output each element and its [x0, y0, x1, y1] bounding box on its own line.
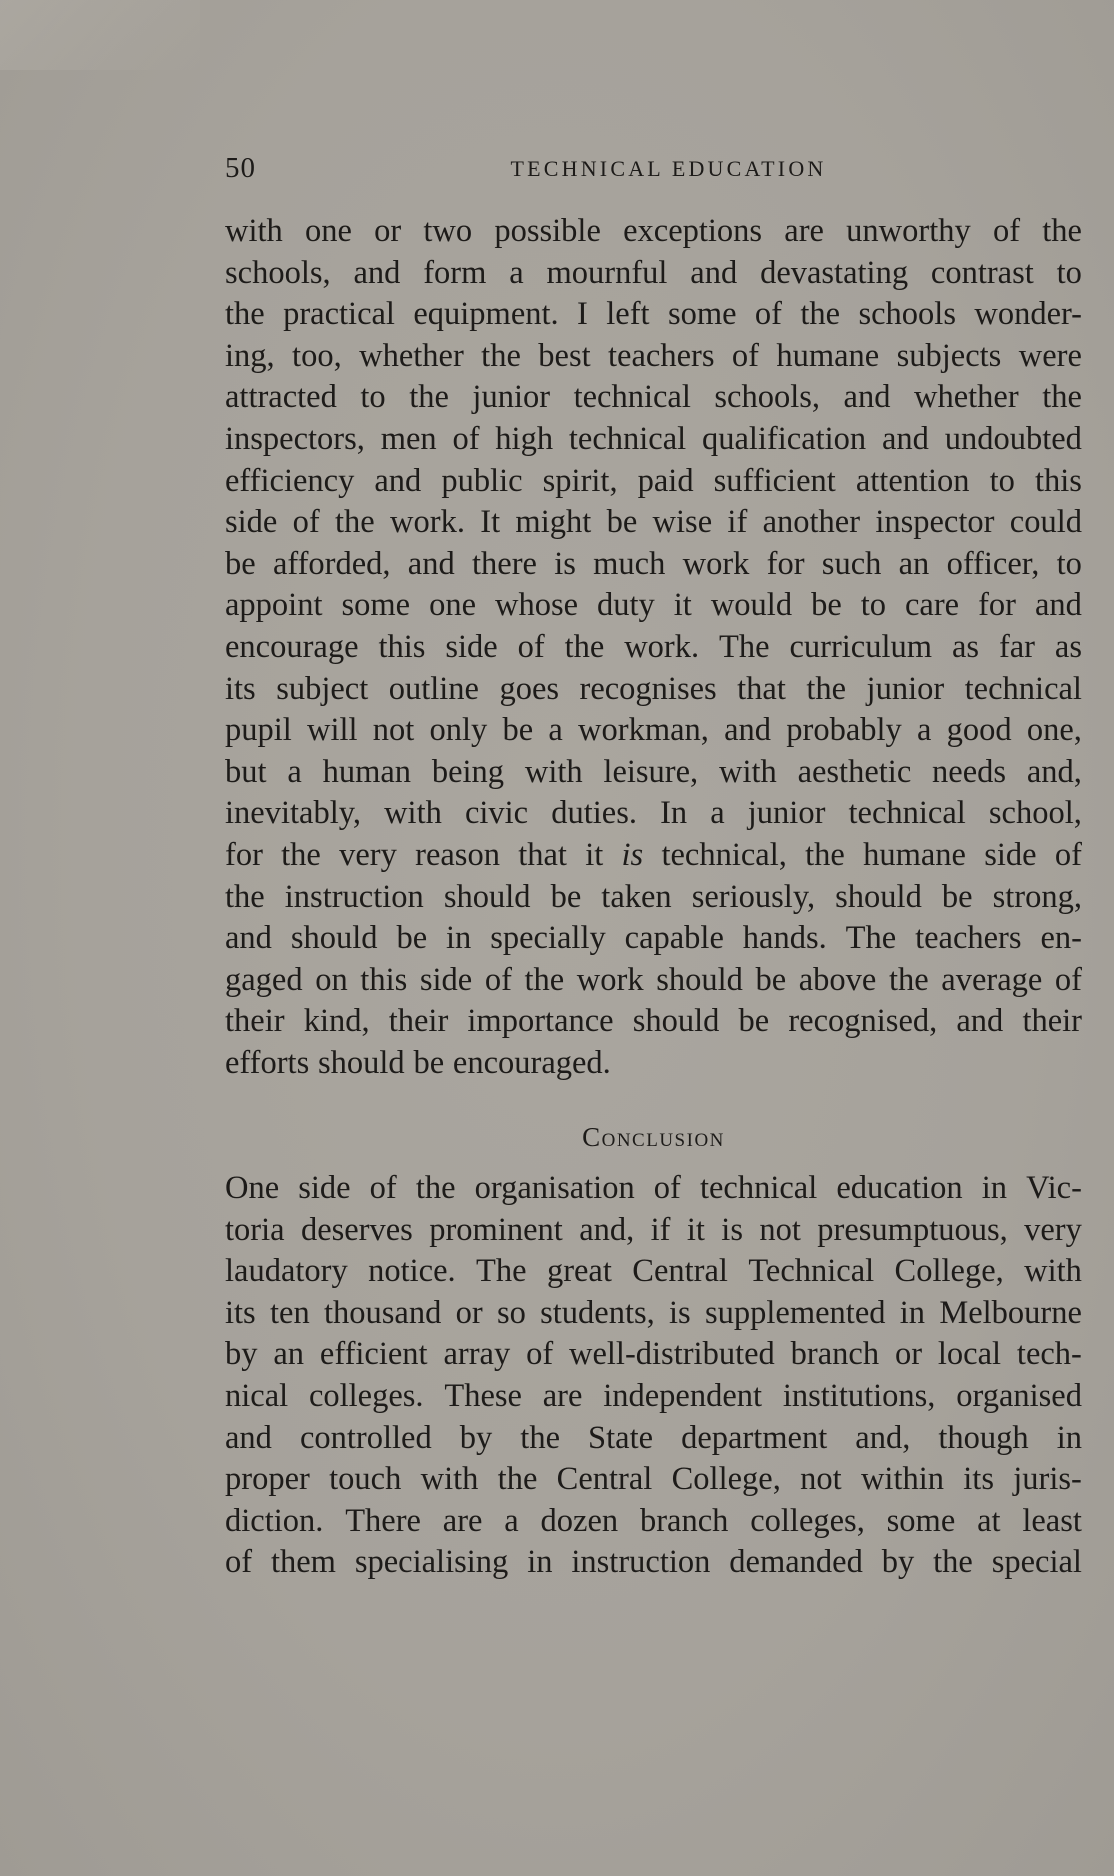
text-line: One side of the organisation of technical education in Vic-: [225, 1170, 1082, 1206]
page-edge-shading: [0, 0, 200, 70]
text-line: gaged on this side of the work should be above the average of: [225, 961, 1082, 998]
text-line: for the very reason that it is technical, the humane side of: [225, 836, 1082, 873]
text-line: appoint some one whose duty it would be to care for and: [225, 587, 1082, 624]
text-line: with one or two possible exceptions are unworthy of the: [225, 213, 1082, 249]
text-line: its ten thousand or so students, is supplemented in Melbourne: [225, 1294, 1082, 1331]
text-line: attracted to the junior technical schools, and whether the: [225, 379, 1082, 416]
text-line: toria deserves prominent and, if it is not presumptuous, very: [225, 1211, 1082, 1248]
text-line: their kind, their importance should be recognised, and their: [225, 1003, 1082, 1040]
text-line: the practical equipment. I left some of the schools wonder-: [225, 296, 1082, 333]
paragraph-2: [225, 1168, 1082, 1584]
text-line: diction. There are a dozen branch colleges, some at least: [225, 1502, 1082, 1539]
section-heading-conclusion: Conclusion: [582, 1122, 725, 1152]
running-title: TECHNICAL EDUCATION: [510, 156, 827, 181]
text-line: ing, too, whether the best teachers of humane subjects were: [225, 337, 1082, 374]
text-line: and should be in specially capable hands. The teachers en-: [225, 920, 1082, 957]
text-line: inspectors, men of high technical qualification and undoubted: [225, 420, 1082, 457]
paragraph-1: [225, 211, 1082, 1084]
text-line: proper touch with the Central College, not within its juris-: [225, 1461, 1082, 1498]
text-line: efficiency and public spirit, paid sufficient attention to this: [225, 462, 1082, 499]
running-head: [225, 152, 1082, 192]
text-line: side of the work. It might be wise if another inspector could: [225, 504, 1082, 541]
text-line: inevitably, with civic duties. In a junior technical school,: [225, 795, 1082, 832]
page-number: 50: [225, 152, 256, 184]
text-line: its subject outline goes recognises that the junior technical: [225, 670, 1082, 707]
text-line: efforts should be encouraged.: [225, 1044, 611, 1081]
text-line: by an efficient array of well-distributed branch or local tech-: [225, 1336, 1082, 1373]
text-line: but a human being with leisure, with aesthetic needs and,: [225, 753, 1082, 790]
text-line: the instruction should be taken seriously, should be strong,: [225, 878, 1082, 915]
text-line: be afforded, and there is much work for such an officer, to: [225, 545, 1082, 582]
text-line: pupil will not only be a workman, and probably a good one,: [225, 712, 1082, 749]
text-line: laudatory notice. The great Central Technical College, with: [225, 1253, 1082, 1290]
text-line: nical colleges. These are independent institutions, organised: [225, 1377, 1082, 1414]
text-line: encourage this side of the work. The curriculum as far as: [225, 628, 1082, 665]
text-line: and controlled by the State department and, though in: [225, 1419, 1082, 1456]
text-line: schools, and form a mournful and devastating contrast to: [225, 254, 1082, 291]
text-line: of them specialising in instruction demanded by the special: [225, 1544, 1082, 1581]
